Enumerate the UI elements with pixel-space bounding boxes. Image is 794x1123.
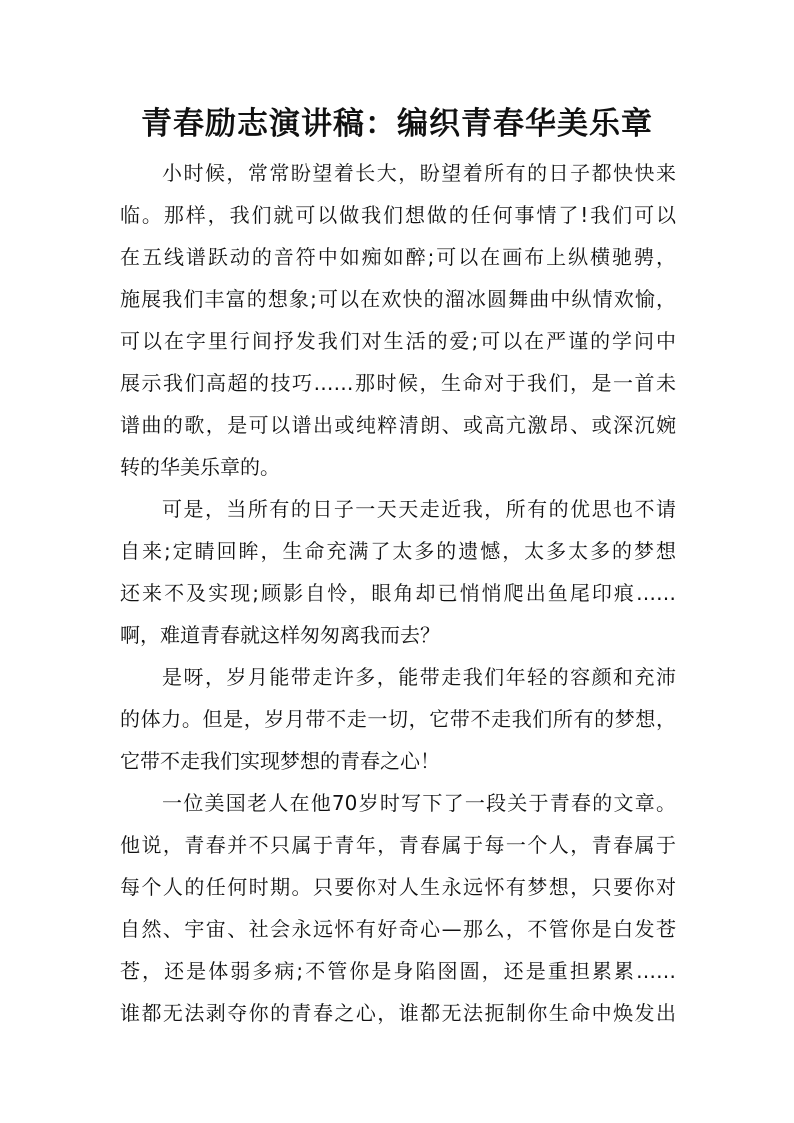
paragraph-1-line-4: 施展我们丰富的想象;可以在欢快的溜冰圆舞曲中纵情欢愉， [120, 287, 676, 311]
paragraph-1-line-5: 可以在字里行间抒发我们对生活的爱;可以在严谨的学问中 [120, 329, 676, 353]
paragraph-3-line-2: 的体力。但是，岁月带不走一切，它带不走我们所有的梦想， [120, 707, 676, 731]
paragraph-1-line-2: 临。那样，我们就可以做我们想做的任何事情了!我们可以 [120, 203, 676, 227]
paragraph-1-line-1: 小时候，常常盼望着长大，盼望着所有的日子都快快来 [162, 161, 676, 185]
paragraph-1-line-6: 展示我们高超的技巧……那时候，生命对于我们，是一首未 [120, 371, 676, 395]
document-title: 青春励志演讲稿：编织青春华美乐章 [141, 106, 653, 142]
paragraph-4-line-1: 一位美国老人在他70岁时写下了一段关于青春的文章。 [162, 791, 676, 815]
paragraph-1-line-8: 转的华美乐章的。 [120, 455, 280, 479]
paragraph-2-line-3: 还来不及实现;顾影自怜，眼角却已悄悄爬出鱼尾印痕…… [120, 581, 676, 605]
paragraph-4-line-5: 苍，还是体弱多病;不管你是身陷囹圄，还是重担累累…… [120, 959, 676, 983]
paragraph-2-line-4: 啊，难道青春就这样匆匆离我而去？ [120, 623, 440, 647]
paragraph-4-line-4: 自然、宇宙、社会永远怀有好奇心—那么，不管你是白发苍 [120, 917, 676, 941]
paragraph-4-line-6: 谁都无法剥夺你的青春之心，谁都无法扼制你生命中焕发出 [120, 1001, 676, 1025]
paragraph-2-line-1: 可是，当所有的日子一天天走近我，所有的优思也不请 [162, 497, 676, 521]
paragraph-3-line-3: 它带不走我们实现梦想的青春之心！ [120, 749, 440, 773]
paragraph-4-line-3: 每个人的任何时期。只要你对人生永远怀有梦想，只要你对 [120, 875, 676, 899]
paragraph-1-line-7: 谱曲的歌，是可以谱出或纯粹清朗、或高亢激昂、或深沉婉 [120, 413, 676, 437]
paragraph-2-line-2: 自来;定睛回眸，生命充满了太多的遗憾，太多太多的梦想 [120, 539, 676, 563]
document-body [120, 152, 676, 1034]
paragraph-4-line-2: 他说，青春并不只属于青年，青春属于每一个人，青春属于 [120, 833, 676, 857]
paragraph-1-line-3: 在五线谱跃动的音符中如痴如醉;可以在画布上纵横驰骋， [120, 245, 676, 269]
paragraph-3-line-1: 是呀，岁月能带走许多，能带走我们年轻的容颜和充沛 [162, 665, 676, 689]
